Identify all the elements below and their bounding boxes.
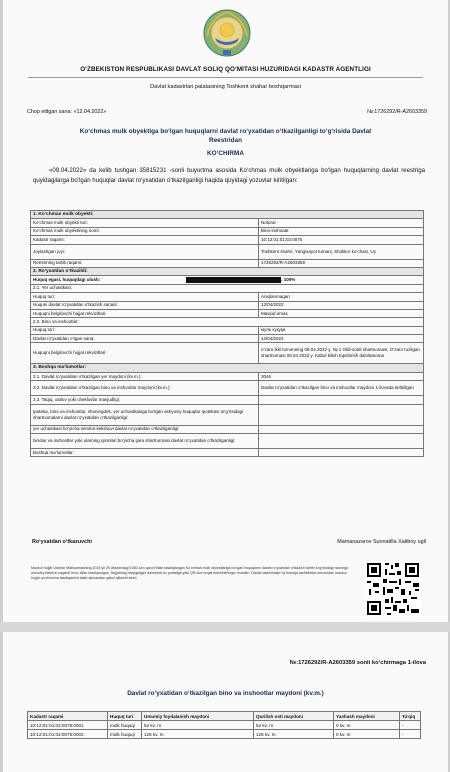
table-row: [31, 404, 424, 425]
table-row: [31, 284, 424, 292]
annex-title: Davlat ro‘yxatidan o‘tkazilgan bino va inshootlar maydoni (kv.m.): [127, 690, 324, 697]
row-label: Kadastr raqami:: [31, 236, 259, 244]
row-value: 12/04/2022: [259, 335, 424, 343]
table-row: [31, 335, 424, 343]
row-value: Toshkent shahri, Yangixayot tumani, Sholikor ko‘chasi, Uy: [259, 244, 424, 259]
annex-col-header: Umumiy foydalanish maydoni: [142, 712, 254, 721]
row-value: Noturar: [259, 219, 424, 227]
row-value: 12/04/2022: [259, 301, 424, 309]
table-row: [31, 318, 424, 326]
subsection-land: 2.1. Yer uchastkasi:: [31, 284, 424, 292]
subsection-buildings: 2.2. Bino va inshootlar:: [31, 318, 424, 326]
table-row: [31, 236, 424, 244]
annex-cell: -: [400, 730, 421, 739]
section-other: 3. Boshqa ma’lumotlar:: [31, 364, 424, 372]
annex-cell: 0 kv. m: [334, 721, 400, 730]
annex-cell: 126 kv. m: [142, 730, 254, 739]
table-row: [31, 381, 424, 396]
annex-sheet: [3, 632, 448, 772]
row-value: [259, 449, 424, 457]
row-value: Davlat ro‘yxatidan o‘tkazilgan bino va inshootlar maydoni 1-ilovada keltirilgan: [259, 381, 424, 396]
row-label: Huquni davlat ro‘yxatidan o‘tkazish sanasi:: [31, 301, 259, 309]
row-value: o‘zaro ikki tomonning 08.04.2022 y. № 1 Oldi-sotdi shartnomasi, O‘zaro tuzilgan shartnomasi 08.04.2022 y. Kabul kilish topshirish dalolatnoma: [259, 343, 424, 364]
org-header: O‘ZBEKISTON RESPUBLIKASI DAVLAT SOLIQ QO‘MITASI HUZURIDAGI KADASTR AGENTLIGI: [80, 66, 371, 73]
table-row: [31, 276, 424, 284]
intro-paragraph: «09.04.2022» da kelib tushgan 35815231 -sonli buyurtma asosida Ko‘chmas mulk obyektlariga bo‘lgan huquqlarning davlat reestriga quyidagilarga bo‘lgan huquqlar davlat ro‘yxatidan o‘tkazilganligi haqida quyidagi yozuvlar kiritilgan:: [33, 167, 425, 184]
row-value: 1726292/R-A2603359: [259, 259, 424, 267]
annex-cell: mulk huquqi: [108, 721, 142, 730]
row-label: Ipoteka, bino va inshootlar, shuningdek, yer uchastkasiga bo‘lgan ashyoviy huquqlar ipotekasi to‘g‘risidagi shartnomalarni davlat ro‘yxatidan o‘tkazilganligi:: [31, 404, 259, 425]
table-row: [31, 396, 424, 404]
table-row: [31, 259, 424, 267]
doc-title-line3: KO‘CHIRMA: [207, 150, 244, 157]
row-value: 10:12:01:01:02:0075: [259, 236, 424, 244]
registrar-name: Mamanazarov Sunnatilla Xaitboy ugli: [337, 539, 426, 545]
row-label: Huquq turi:: [31, 326, 259, 334]
section-object: 1. Ko‘chmas mulk obyekti:: [31, 211, 424, 219]
header-divider: [28, 77, 423, 78]
row-label: yer uchastkasi bo‘yicha servitut kelishuvi davlat ro‘yxatidan o‘tkazilganligi:: [31, 425, 259, 433]
annex-col-header: Ta‘qiq: [400, 712, 421, 721]
annex-header-row: [28, 712, 421, 721]
table-row: [28, 721, 421, 730]
annex-cell: 10:12:01:01:02:0075:0001: [28, 721, 108, 730]
row-label: 3.3. Taqiq, xatlov yoki cheklovlar mavjudligi:: [31, 396, 259, 404]
section-registered: 2. Ro‘yxatdan o‘tkazildi:: [31, 267, 424, 275]
row-label: Ko‘chmas mulk obyekti turi:: [31, 219, 259, 227]
table-row: [31, 425, 424, 433]
page-gap: [0, 622, 450, 632]
print-date: Chop etilgan sana: «12.04.2022»: [27, 109, 107, 115]
table-row: [31, 326, 424, 334]
qr-code-icon[interactable]: [365, 561, 421, 617]
table-section-row: [31, 364, 424, 372]
table-row: [31, 244, 424, 259]
row-label: Joylashgan joyi:: [31, 244, 259, 259]
annex-cell: 0 kv. m: [334, 730, 400, 739]
table-row: [31, 434, 424, 449]
row-value: [259, 434, 424, 449]
row-label: Huquqni belgilovchi hujjat rekvizitlari:: [31, 309, 259, 317]
row-label: 3.2. Davlat ro‘yxatidan o‘tkazilgan bino va inshootlar maydoni (kv.m.):: [31, 381, 259, 396]
table-section-row: [31, 267, 424, 275]
state-emblem-icon: [201, 6, 253, 58]
registry-table: [30, 210, 424, 457]
row-value: Mavjud emas: [259, 309, 424, 317]
row-label: Reestrning tartib raqami:: [31, 259, 259, 267]
dept-header: Davlat kadastrlari palatasining Toshkent shahar boshqarmasi: [150, 84, 301, 90]
doc-title-line1: Ko‘chmas mulk obyektiga bo‘lgan huquqlarni davlat ro‘yxatidan o‘tkazilganligi to‘g‘risida Davlat: [79, 128, 372, 135]
annex-col-header: Yashash maydoni: [334, 712, 400, 721]
table-row: [31, 343, 424, 364]
table-row: [31, 293, 424, 301]
rights-holder-row: [31, 276, 424, 284]
row-label: Davlat ro‘yxatidan o‘tgan sana:: [31, 335, 259, 343]
row-value: 3046: [259, 372, 424, 380]
row-label: 3.1. Davlat ro‘yxatidan o‘tkazilgan yer maydoni (kv.m.):: [31, 372, 259, 380]
doc-title-line2: Reestridan: [208, 137, 243, 144]
registrar-label: Ro‘yxatdan o‘tkazuvchi: [32, 539, 92, 545]
table-row: [28, 730, 421, 739]
annex-cell: 54 kv. m: [142, 721, 254, 730]
legal-footnote: Mazkur hujjat Vazirlar Mahkamasining 2018 yil 29 dekabrdagi 1060-son qarori bilan tasdiqlangan Ko‘chmas mulk obyektlariga bo‘lgan huquqlarni davlat ro‘yxatidan o‘tkazish tartibi to‘g‘risidagi nizomga muvofiq elektron raqamli imzo bilan tasdiqlangan. Hujjatning haqiqiyligini davreestr.uz portaliga yoki QR-kod orqali tekshirishingiz mumkin. Davlat tashkilotlari va boshqa tashkilotlar tomonidan mazkur hujjat qo‘shimcha tasdiqlashni talab qilmasdan qabul qilinishi shart.: [31, 566, 349, 580]
row-label: Huquqni belgilovchi hujjat rekvizitlari:: [31, 343, 259, 364]
annex-table: [27, 711, 421, 739]
table-row: [31, 372, 424, 380]
table-row: [31, 309, 424, 317]
annex-cell: mulk huquqi: [108, 730, 142, 739]
table-row: [31, 227, 424, 235]
annex-col-header: Huquq turi: [108, 712, 142, 721]
redacted-name: [186, 277, 281, 283]
annex-cell: -: [400, 721, 421, 730]
table-row: [31, 301, 424, 309]
table-section-row: [31, 211, 424, 219]
annex-number: №:1726292/R-A2603359 sonli ko‘chirmaga 1-ilova: [289, 660, 426, 666]
row-value: мулк хуқуқи: [259, 326, 424, 334]
rights-holder-share: , 100%: [281, 277, 296, 283]
row-label: Boshqa ma’lumotlar:: [31, 449, 259, 457]
row-label: binolar va inshootlar yoki ularning qismlari bo‘yicha ijara shartnomasi davlat ro‘yxatidan o‘tkazilganligi:: [31, 434, 259, 449]
row-value: Bino-inshoaat: [259, 227, 424, 235]
annex-col-header: Kadastr raqami: [28, 712, 108, 721]
annex-cell: 126 kv. m: [254, 730, 334, 739]
annex-cell: 10:12:01:01:02:0075:0002: [28, 730, 108, 739]
table-row: [31, 219, 424, 227]
extract-sheet: [3, 0, 448, 622]
rights-holder-label: Huquq egasi, huquqdagi ulush:: [33, 277, 101, 283]
annex-col-header: Qurilish osti maydoni: [254, 712, 334, 721]
row-value: [259, 396, 424, 404]
row-label: Ko‘chmas mulk obyektining nomi:: [31, 227, 259, 235]
row-value: [259, 425, 424, 433]
row-value: Aniqlanmagan: [259, 293, 424, 301]
row-label: Huquq turi:: [31, 293, 259, 301]
table-row: [31, 449, 424, 457]
row-value: [259, 404, 424, 425]
doc-number: №:1726292/R-A2603359: [366, 109, 427, 115]
annex-cell: 54 kv. m: [254, 721, 334, 730]
